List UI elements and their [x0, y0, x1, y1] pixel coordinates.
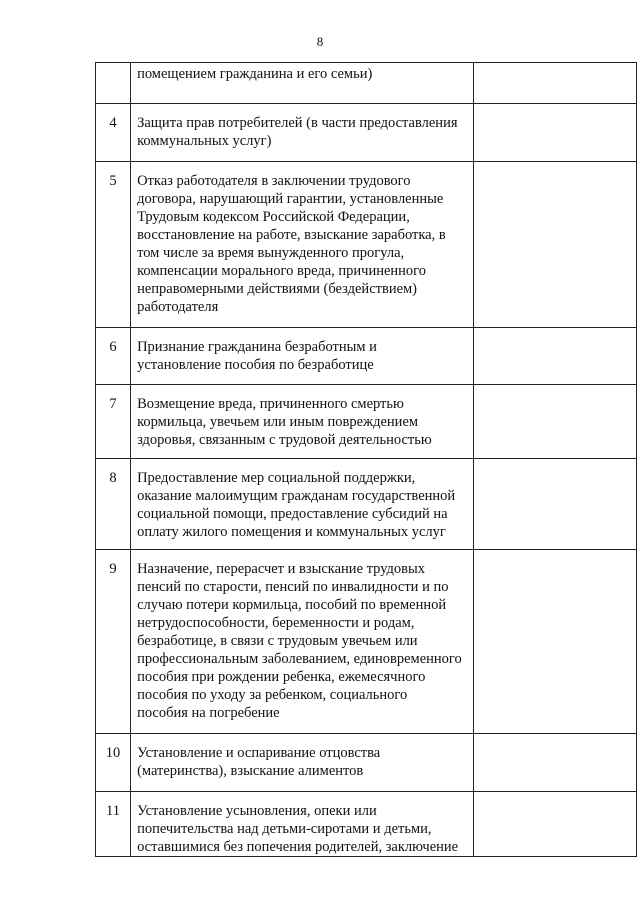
row-text-cell: [131, 63, 474, 104]
row-number: [96, 63, 130, 73]
row-number: 4: [109, 115, 117, 131]
row-empty-cell: [473, 792, 636, 857]
row-empty-cell: [473, 385, 636, 459]
row-empty-cell: [473, 328, 636, 385]
table-row: [96, 734, 637, 792]
table-row: [96, 550, 637, 734]
row-number-cell: [96, 734, 131, 792]
row-text: Предоставление мер социальной поддержки, оказание малоимущим гражданам государственной социальной помощи, предоставление субсидий на оплату жилого помещения и коммунальных услуг: [137, 470, 456, 540]
row-text-cell: [131, 734, 474, 792]
row-number-cell: [96, 162, 131, 328]
row-text-cell: [131, 792, 474, 857]
row-empty-cell: [473, 550, 636, 734]
row-text: помещением гражданина и его семьи): [137, 66, 373, 82]
row-empty-cell: [473, 734, 636, 792]
table-row: [96, 459, 637, 550]
legal-aid-table: [95, 62, 637, 857]
row-number: 9: [109, 561, 117, 577]
row-text-cell: [131, 104, 474, 162]
table-row: [96, 385, 637, 459]
row-number: 11: [106, 803, 121, 819]
table-row: [96, 328, 637, 385]
row-number-cell: [96, 104, 131, 162]
row-text: Установление усыновления, опеки или попечительства над детьми-сиротами и детьми, оставшимися без попечения родителей, заключение: [137, 803, 459, 855]
row-number: 8: [109, 470, 117, 486]
row-text-cell: [131, 328, 474, 385]
page-number: 8: [316, 34, 324, 49]
row-text-cell: [131, 385, 474, 459]
row-text-cell: [131, 550, 474, 734]
row-number: 5: [109, 173, 117, 189]
row-text: Возмещение вреда, причиненного смертью кормильца, увечьем или иным повреждением здоровья, связанным с трудовой деятельностью: [137, 396, 432, 448]
row-text: Установление и оспаривание отцовства (материнства), взыскание алиментов: [137, 745, 381, 779]
row-number-cell: [96, 459, 131, 550]
row-number: 6: [109, 339, 117, 355]
row-number-cell: [96, 385, 131, 459]
row-empty-cell: [473, 63, 636, 104]
row-number-cell: [96, 550, 131, 734]
row-number-cell: [96, 63, 131, 104]
table-row: [96, 63, 637, 104]
row-text: Признание гражданина безработным и установление пособия по безработице: [137, 339, 377, 373]
row-number: 7: [109, 396, 117, 412]
row-number-cell: [96, 792, 131, 857]
row-empty-cell: [473, 162, 636, 328]
row-empty-cell: [473, 104, 636, 162]
row-text: Назначение, перерасчет и взыскание трудовых пенсий по старости, пенсий по инвалидности и по случаю потери кормильца, пособий по временной нетрудоспособности, беременности и родам, безработице, в связи с трудовым увечьем или профессиональным заболеванием, единовременного пособия при рождении ребенка, ежемесячного пособия по уходу за ребенком, социального пособия на погребение: [137, 561, 462, 721]
row-text-cell: [131, 459, 474, 550]
row-number-cell: [96, 328, 131, 385]
table-row: [96, 162, 637, 328]
row-number: 10: [105, 745, 121, 761]
row-text: Отказ работодателя в заключении трудового договора, нарушающий гарантии, установленные Трудовым кодексом Российской Федерации, восстановление на работе, взыскание заработка, в том числе за время вынужденного прогула, компенсации морального вреда, причиненного неправомерными действиями (бездействием) работодателя: [137, 173, 446, 315]
row-text: Защита прав потребителей (в части предоставления коммунальных услуг): [137, 115, 458, 149]
table-row: [96, 104, 637, 162]
table-row: [96, 792, 637, 857]
row-text-cell: [131, 162, 474, 328]
row-empty-cell: [473, 459, 636, 550]
